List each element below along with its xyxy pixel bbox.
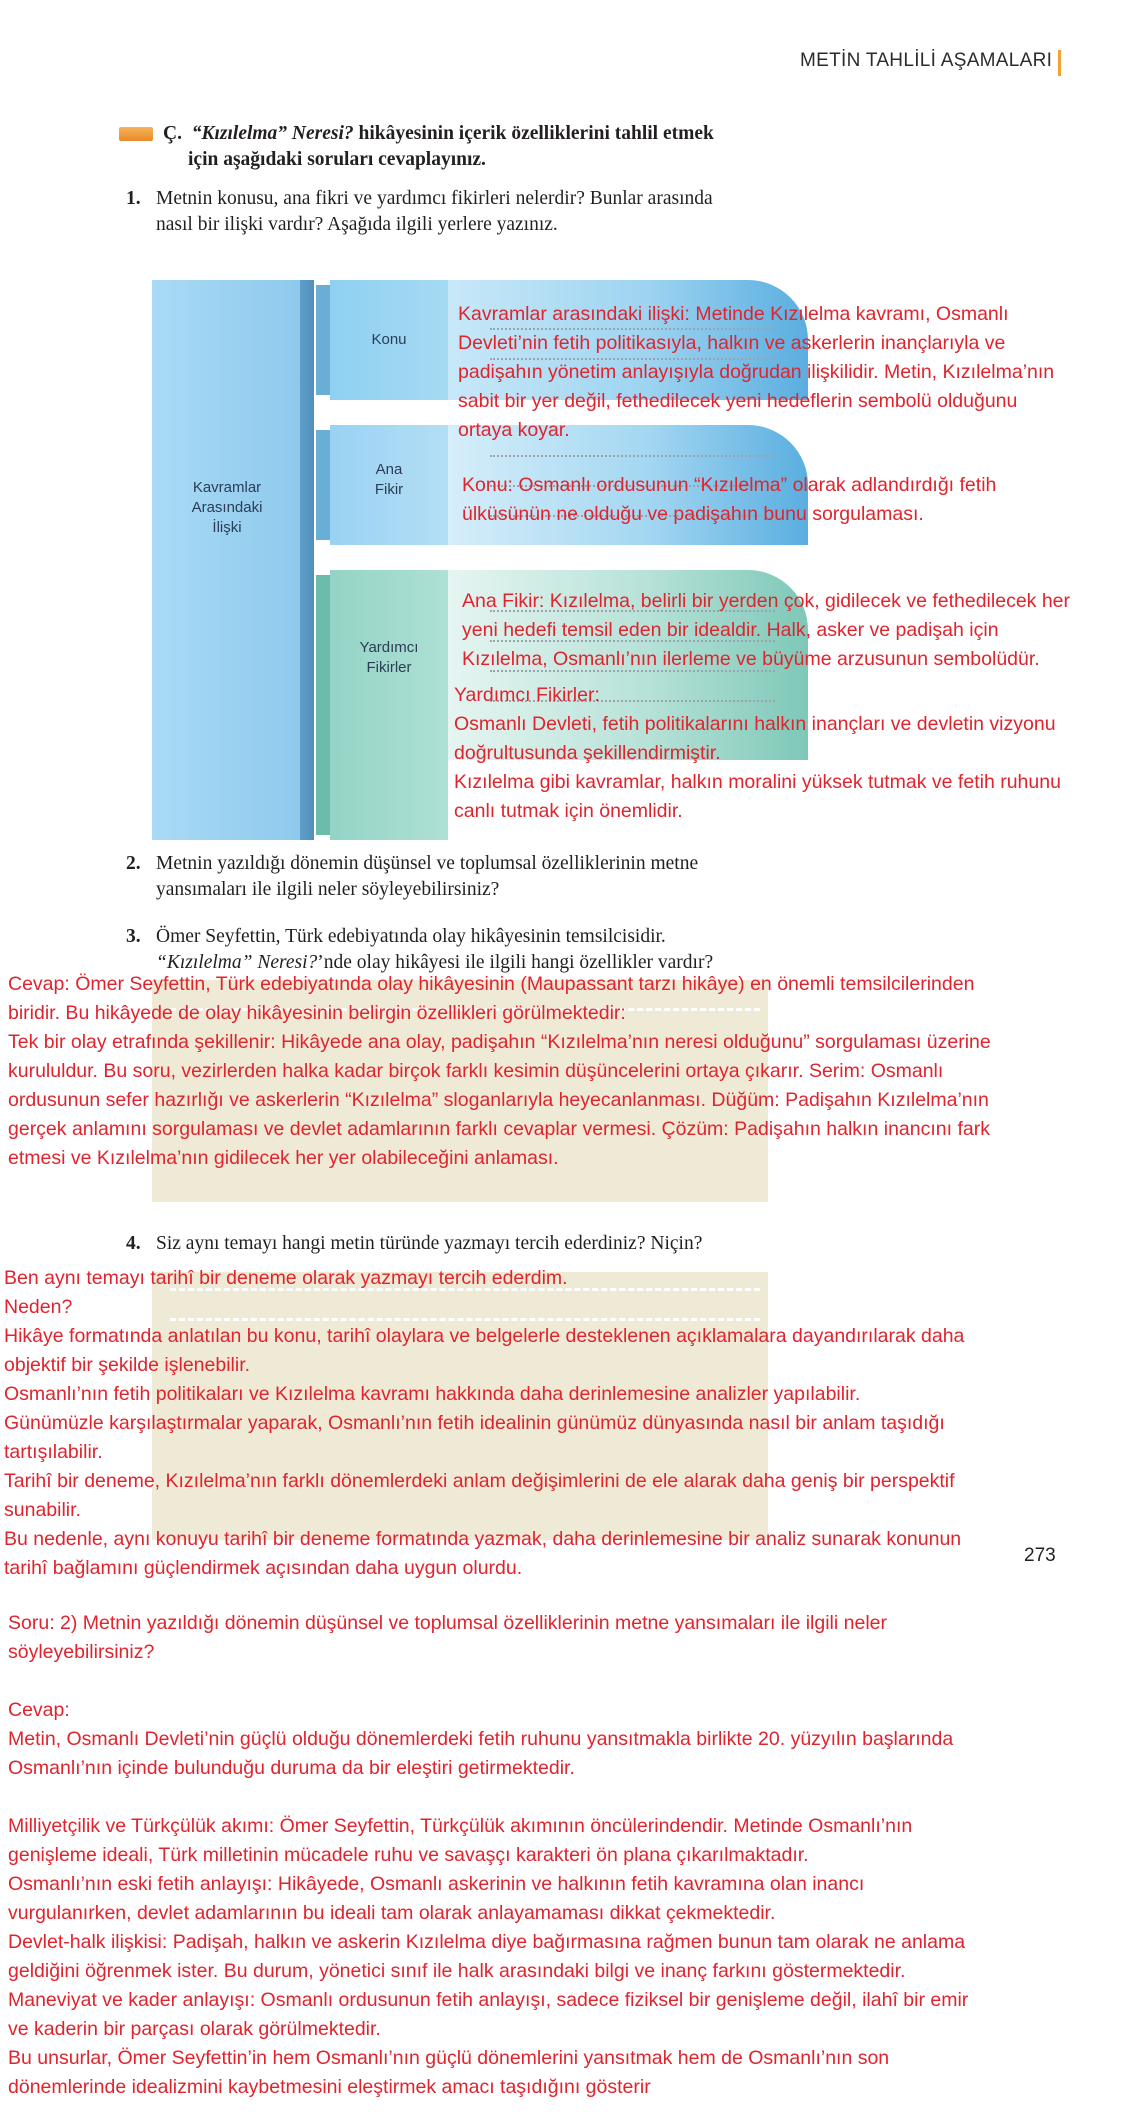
- question-number: 1.: [126, 188, 141, 209]
- page-number: 273: [1024, 1545, 1056, 1566]
- diagram-root-box: [152, 280, 300, 840]
- question-number: 4.: [126, 1233, 141, 1254]
- task-letter: Ç.: [163, 123, 182, 144]
- diagram-yardimci-label: Yardımcı Fikirler: [359, 639, 419, 676]
- answer-q4: Ben aynı temayı tarihî bir deneme olarak yazmayı tercih ederdim. Neden? Hikâye formatında anlatılan bu konu, tarihî olaylara ve belgelerle desteklenen açıklamalara dayandırılarak daha objektif bir şekilde işlenebilir. Osmanlı’nın fetih politikaları ve Kızılelma kavramı hakkında daha derinlemesine analizler yapılabilir. Günümüzle karşılaştırmalar yaparak, Osmanlı’nın fetih idealinin günümüz dünyasında nasıl bir anlam taşıdığı tartışılabilir. Tarihî bir deneme, Kızılelma’nın farklı dönemlerdeki anlam değişimlerini de ele alarak daha geniş bir perspektif sunabilir. Bu nedenle, aynı konuyu tarihî bir deneme formatında yazmak, daha derinlemesine bir analiz sunarak konunun tarihî bağlamını güçlendirmek açısından daha uygun olurdu.: [4, 1267, 965, 1579]
- diagram-yardimci-edge: [316, 575, 330, 835]
- diagram-root-label: Kavramlar Arasındaki İlişki: [191, 479, 263, 536]
- question-line: “Kızılelma” Neresi?’nde olay hikâyesi ile ilgili hangi özellikler vardır?: [156, 952, 714, 973]
- question-number: 3.: [126, 926, 141, 947]
- answer-ana-fikir: Ana Fikir: Kızılelma, belirli bir yerden çok, gidilecek ve fethedilecek her yeni hedefi temsil eden bir idealdir. Halk, asker ve padişah için Kızılelma, Osmanlı’nın ilerleme ve büyüme arzusunun sembolüdür.: [462, 590, 1071, 670]
- task-title: [163, 121, 714, 173]
- header-accent-bar: [1058, 50, 1061, 76]
- task-marker-icon: [119, 127, 153, 141]
- section-title: METİN TAHLİLİ AŞAMALARI: [800, 50, 1053, 71]
- question-line: Siz aynı temayı hangi metin türünde yazmayı tercih ederdiniz? Niçin?: [156, 1233, 703, 1254]
- diagram-yardimci-box: [330, 570, 448, 840]
- question-line: Metnin yazıldığı dönemin düşünsel ve toplumsal özelliklerinin metne: [156, 853, 699, 874]
- diagram-konu-edge: [316, 285, 330, 395]
- diagram-konu-label: Konu: [371, 331, 407, 348]
- question-number: 2.: [126, 853, 141, 874]
- story-title: “Kızılelma” Neresi?: [191, 123, 354, 144]
- diagram-ana-fikir-edge: [316, 430, 330, 540]
- answer-q3: Cevap: Ömer Seyfettin, Türk edebiyatında olay hikâyesinin (Maupassant tarzı hikâye) en önemli temsilcilerinden biridir. Bu hikâyede de olay hikâyesinin belirgin özellikleri görülmektedir: Tek bir olay etrafında şekillenir: Hikâyede ana olay, padişahın “Kızılelma’nın neresi olduğunu” sorgulaması üzerine kurululdur. Bu soru, vezirlerden halka kadar birçok farklı kesimin düşüncelerini ortaya çıkarır. Serim: Osmanlı ordusunun sefer hazırlığı ve askerlerin “Kızılelma” sloganlarıyla heyecanlanması. Düğüm: Padişahın Kızılelma’nın gerçek anlamını sorgulaması ve devlet adamlarının farklı cevaplar vermesi. Çözüm: Padişahın halkın inancını fark etmesi ve Kızılelma’nın gidilecek her yer olabileceğini anlaması.: [8, 973, 991, 1169]
- question-line: nasıl bir ilişki vardır? Aşağıda ilgili yerlere yazınız.: [156, 214, 558, 235]
- question-line: Ömer Seyfettin, Türk edebiyatında olay hikâyesinin temsilcisidir.: [156, 926, 666, 947]
- question-4: [126, 1231, 703, 1257]
- answer-konu: Konu: Osmanlı ordusunun “Kızılelma” olarak adlandırdığı fetih ülküsünün ne olduğu ve padişahın bunu sorgulaması.: [462, 474, 997, 525]
- task-title-rest: hikâyesinin içerik özelliklerini tahlil etmek: [353, 123, 714, 144]
- question-line: Metnin konusu, ana fikri ve yardımcı fikirleri nelerdir? Bunlar arasında: [156, 188, 713, 209]
- writing-line: [490, 455, 775, 457]
- question-2: [126, 851, 699, 903]
- question-1: [126, 186, 713, 238]
- soru-2-heading: Soru: 2) Metnin yazıldığı dönemin düşünsel ve toplumsal özelliklerinin metne yansımaları ile ilgili neler söyleyebilirsiniz?: [8, 1612, 888, 1663]
- cevap-label: Cevap:: [8, 1699, 70, 1721]
- answer-relation: Kavramlar arasındaki ilişki: Metinde Kızılelma kavramı, Osmanlı Devleti’nin fetih politikasıyla, halkın ve askerlerin inançlarıyla ve padişahın yönetim anlayışıyla doğrudan ilişkilidir. Metin, Kızılelma’nın sabit bir yer değil, fethedilecek yeni hedeflerin sembolü olduğunu ortaya koyar.: [458, 303, 1055, 441]
- question-3: [126, 924, 714, 976]
- cevap-points: Milliyetçilik ve Türkçülük akımı: Ömer Seyfettin, Türkçülük akımının öncülerindendir. Metinde Osmanlı’nın genişleme ideali, Türk milletinin mücadele ruhu ve savaşçı karakteri ön plana çıkarılmaktadır. Osmanlı’nın eski fetih anlayışı: Hikâyede, Osmanlı askerinin ve halkının fetih kavramına olan inancı vurgulanırken, devlet adamlarının bu ideali tam olarak anlayamaması dikkat çekmektedir. Devlet-halk ilişkisi: Padişah, halkın ve askerin Kızılelma diye bağırmasına rağmen bunun tam olarak ne anlama geldiğini öğrenmek ister. Bu durum, yönetici sınıf ile halk arasındaki bilgi ve inanç farkını göstermektedir. Maneviyat ve kader anlayışı: Osmanlı ordusunun fetih anlayışı, sadece fiziksel bir genişleme değil, ilahî bir emir ve kaderin bir parçası olarak görülmektedir. Bu unsurlar, Ömer Seyfettin’in hem Osmanlı’nın güçlü dönemlerini yansıtmak hem de Osmanlı’nın son dönemlerinde idealizmini kaybetmesini eleştirmek amacı taşıdığını gösterir: [8, 1815, 969, 2098]
- diagram-ana-fikir-label: Ana Fikir: [374, 461, 404, 498]
- answer-yardimci: Yardımcı Fikirler: Osmanlı Devleti, fetih politikalarını halkın inançları ve devletin vizyonu doğrultusunda şekillendirmiştir. Kızılelma gibi kavramlar, halkın moralini yüksek tutmak ve fetih ruhunu canlı tutmak için önemlidir.: [454, 684, 1061, 822]
- diagram-root-shadow: [300, 280, 314, 840]
- question-line: yansımaları ile ilgili neler söyleyebilirsiniz?: [156, 879, 500, 900]
- task-title-line2: için aşağıdaki soruları cevaplayınız.: [188, 149, 486, 170]
- cevap-intro: Metin, Osmanlı Devleti’nin güçlü olduğu dönemlerdeki fetih ruhunu yansıtmakla birlikte 20. yüzyılın başlarında Osmanlı’nın içinde bulunduğu duruma da bir eleştiri getirmektedir.: [8, 1728, 954, 1779]
